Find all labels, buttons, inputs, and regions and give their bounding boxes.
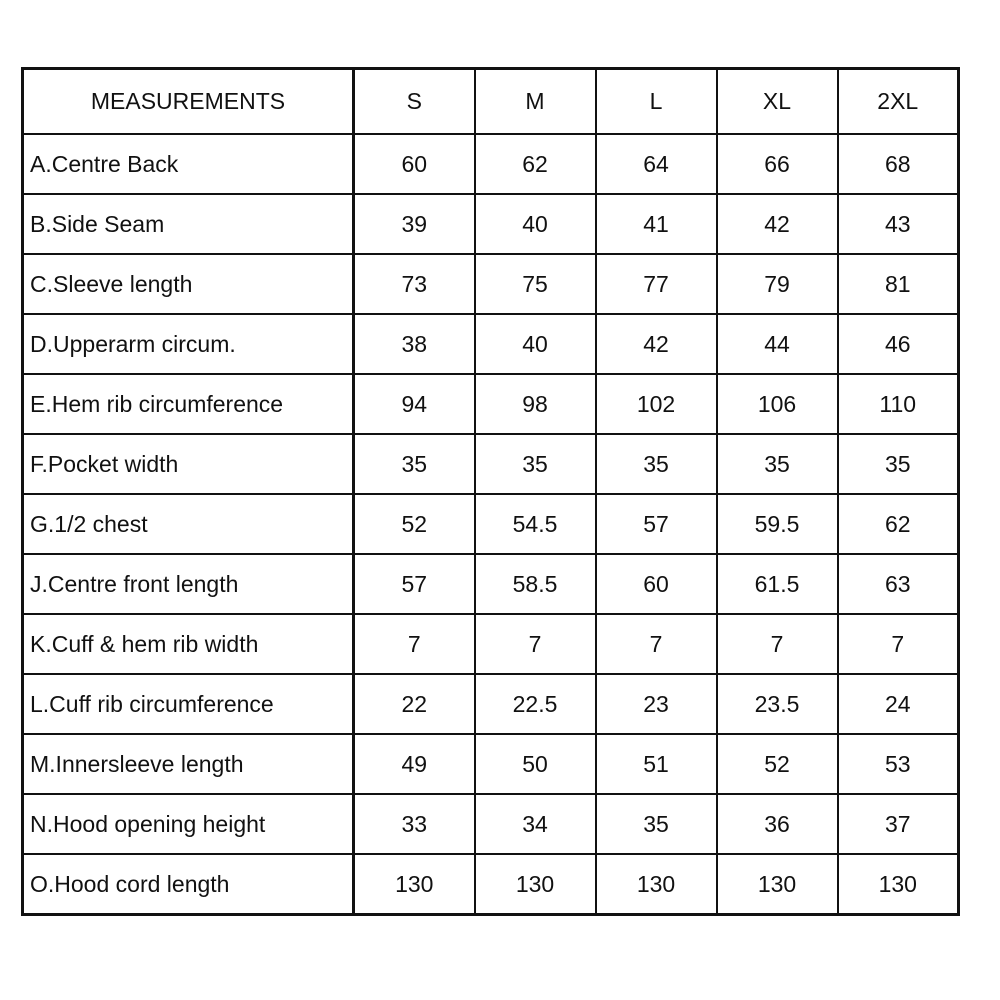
measurement-label: B.Side Seam [23,194,354,254]
table-row [23,854,959,915]
measurement-label: A.Centre Back [23,134,354,194]
size-2xl-value: 68 [838,134,959,194]
size-l-column-header: L [596,69,717,135]
size-m-value: 130 [475,854,596,915]
size-xl-value: 42 [717,194,838,254]
size-2xl-value: 130 [838,854,959,915]
measurement-label: C.Sleeve length [23,254,354,314]
table-row [23,434,959,494]
size-m-value: 40 [475,314,596,374]
size-2xl-value: 37 [838,794,959,854]
size-m-value: 98 [475,374,596,434]
size-m-value: 54.5 [475,494,596,554]
size-l-value: 35 [596,794,717,854]
size-xl-value: 79 [717,254,838,314]
size-s-value: 38 [354,314,475,374]
measurement-label: O.Hood cord length [23,854,354,915]
size-l-value: 7 [596,614,717,674]
size-2xl-value: 35 [838,434,959,494]
table-body [23,134,959,915]
measurements-column-header: MEASUREMENTS [23,69,354,135]
size-xl-value: 52 [717,734,838,794]
size-chart-table [21,67,960,916]
measurement-label: L.Cuff rib circumference [23,674,354,734]
size-xl-value: 23.5 [717,674,838,734]
table-row [23,374,959,434]
measurement-label: D.Upperarm circum. [23,314,354,374]
size-s-value: 94 [354,374,475,434]
size-xl-value: 35 [717,434,838,494]
size-2xl-value: 46 [838,314,959,374]
measurement-label: E.Hem rib circumference [23,374,354,434]
size-s-value: 39 [354,194,475,254]
size-l-value: 77 [596,254,717,314]
table-row [23,314,959,374]
table-row [23,494,959,554]
table-row [23,254,959,314]
table-header [23,69,959,135]
size-l-value: 64 [596,134,717,194]
size-2xl-value: 62 [838,494,959,554]
size-s-value: 33 [354,794,475,854]
size-xl-column-header: XL [717,69,838,135]
table-row [23,614,959,674]
measurement-label: J.Centre front length [23,554,354,614]
size-xl-value: 44 [717,314,838,374]
size-m-value: 62 [475,134,596,194]
size-m-value: 7 [475,614,596,674]
size-xl-value: 7 [717,614,838,674]
size-m-value: 75 [475,254,596,314]
size-l-value: 51 [596,734,717,794]
size-2xl-value: 24 [838,674,959,734]
table-row [23,134,959,194]
size-xl-value: 106 [717,374,838,434]
table-row [23,554,959,614]
table-row [23,734,959,794]
size-m-value: 34 [475,794,596,854]
measurement-label: F.Pocket width [23,434,354,494]
size-l-value: 42 [596,314,717,374]
size-xl-value: 36 [717,794,838,854]
size-xl-value: 61.5 [717,554,838,614]
size-m-value: 58.5 [475,554,596,614]
size-l-value: 41 [596,194,717,254]
size-s-value: 49 [354,734,475,794]
size-s-value: 60 [354,134,475,194]
size-2xl-column-header: 2XL [838,69,959,135]
table-row [23,674,959,734]
size-m-value: 35 [475,434,596,494]
size-s-value: 22 [354,674,475,734]
size-s-value: 35 [354,434,475,494]
size-l-value: 57 [596,494,717,554]
size-l-value: 130 [596,854,717,915]
size-xl-value: 59.5 [717,494,838,554]
size-m-value: 50 [475,734,596,794]
size-m-value: 22.5 [475,674,596,734]
size-2xl-value: 7 [838,614,959,674]
size-m-value: 40 [475,194,596,254]
header-row [23,69,959,135]
size-s-value: 130 [354,854,475,915]
size-s-value: 73 [354,254,475,314]
size-2xl-value: 53 [838,734,959,794]
size-2xl-value: 63 [838,554,959,614]
measurement-label: G.1/2 chest [23,494,354,554]
size-l-value: 60 [596,554,717,614]
size-m-column-header: M [475,69,596,135]
size-s-value: 7 [354,614,475,674]
size-2xl-value: 110 [838,374,959,434]
size-s-value: 52 [354,494,475,554]
size-s-value: 57 [354,554,475,614]
size-l-value: 23 [596,674,717,734]
size-2xl-value: 43 [838,194,959,254]
size-l-value: 102 [596,374,717,434]
table-row [23,194,959,254]
size-l-value: 35 [596,434,717,494]
size-xl-value: 130 [717,854,838,915]
size-2xl-value: 81 [838,254,959,314]
measurement-label: N.Hood opening height [23,794,354,854]
measurement-label: M.Innersleeve length [23,734,354,794]
measurement-label: K.Cuff & hem rib width [23,614,354,674]
size-s-column-header: S [354,69,475,135]
size-xl-value: 66 [717,134,838,194]
table-row [23,794,959,854]
